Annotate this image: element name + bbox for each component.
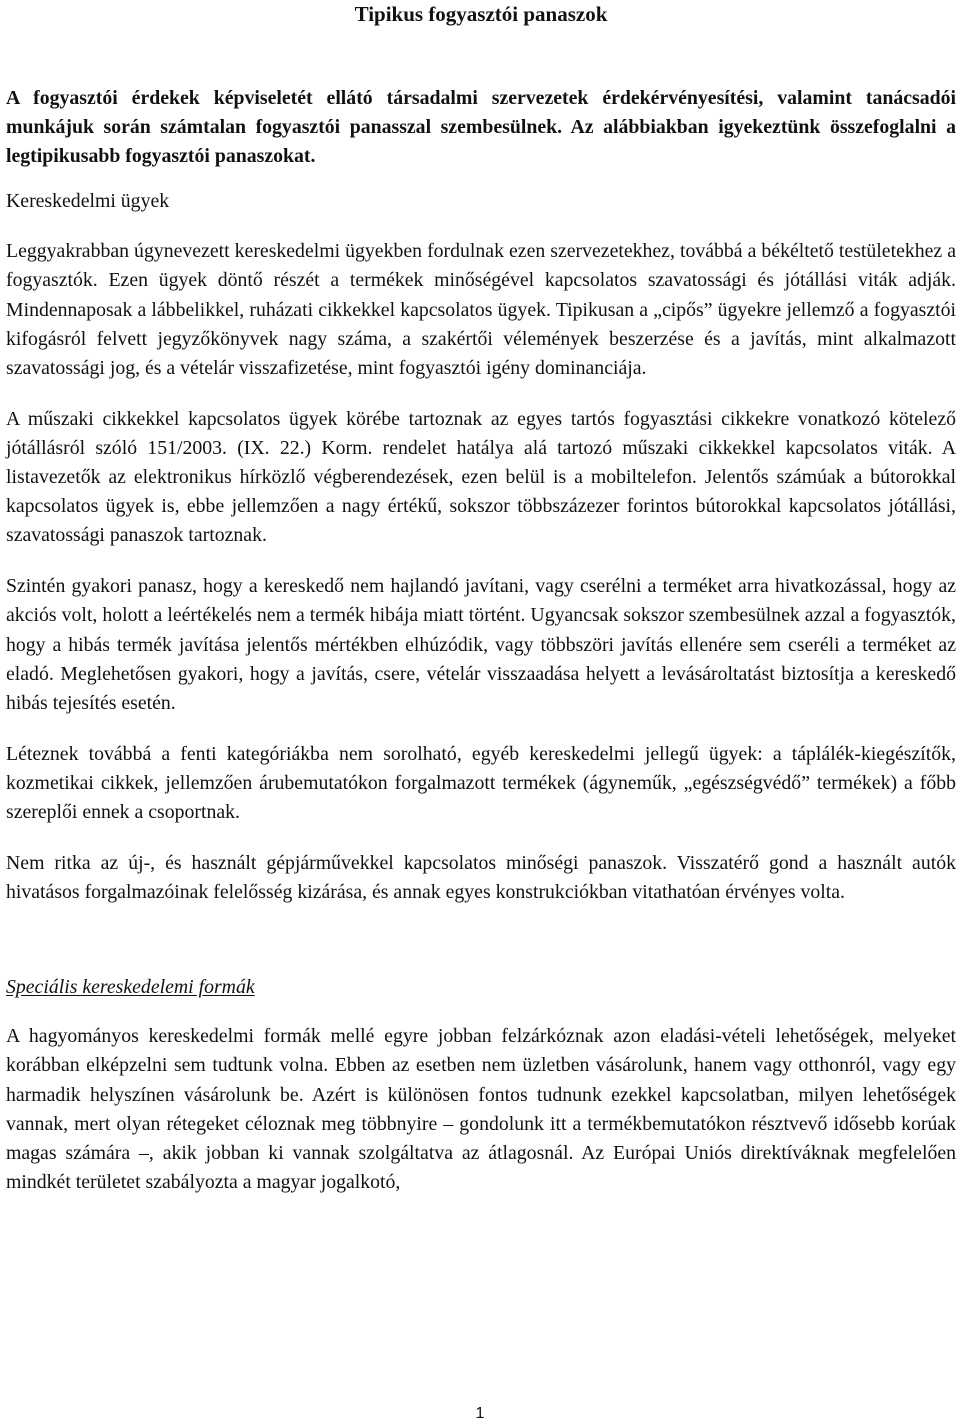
paragraph-leggyakrabban: Leggyakrabban úgynevezett kereskedelmi ügyekben fordulnak ezen szervezetekhez, továbbá a békéltető testületekhez a fogyasztók. Ezen ügyek döntő részét a termékek minőségével kapcsolatos szavatossági és jótállási viták adják. Mindennaposak a lábbelikkel, ruházati cikkekkel kapcsolatos ügyek. Tipikusan a „cipős” ügyekre jellemző a fogyasztói kifogásról felvett jegyzőkönyvek nagy száma, a szakértői vélemények beszerzése és a javítás, mint alkalmazott szavatossági jog, és a vételár visszafizetése, mint fogyasztói igény dominanciája. <box>6 240 956 379</box>
paragraph-muszaki-cikkek: A műszaki cikkekkel kapcsolatos ügyek körébe tartoznak az egyes tartós fogyasztási cikkekre vonatkozó kötelező jótállásról szóló 151/2003. (IX. 22.) Korm. rendelet hatálya alá tartozó műszaki cikkekkel kapcsolatos viták. A listavezetők az elektronikus hírközlő végberendezések, ezen belül is a mobiltelefon. Jelentős számúak a bútorokkal kapcsolatos ügyek is, ebbe jellemzően a nagy értékű, sokszor többszázezer forintos bútorokkal kapcsolatos jótállási, szavatossági panaszok tartoznak. <box>6 407 956 547</box>
document-page <box>6 0 956 1197</box>
paragraph-hagyomanyos-formak: A hagyományos kereskedelmi formák mellé egyre jobban felzárkóznak azon eladási-vételi lehetőségek, melyeket korábban elképzelni sem tudtunk volna. Ebben az esetben nem üzletben vásárolunk, hanem vagy otthonról, vagy egy harmadik helyszínen vásárolunk be. Azért is különösen fontos tudnunk ezekkel kapcsolatban, milyen lehetőségek vannak, mert olyan rétegeket céloznak meg többnyire – gondolunk itt a termékbemutatókon résztvevő idősebb korúak magas számára –, akik jobban ki vannak szolgáltatva az átlagosnál. Az Európai Uniós direktíváknak megfelelően mindkét területet szabályozta a magyar jogalkotó, <box>6 1025 956 1193</box>
paragraph-szinten-gyakori: Szintén gyakori panasz, hogy a kereskedő nem hajlandó javítani, vagy cserélni a terméket arra hivatkozással, hogy az akciós volt, holott a leértékelés nem a termék hibája miatt történt. Ugyancsak sokszor szembesülnek azzal a fogyasztók, hogy a hibás termék javítása jelentős mértékben elhúzódik, vagy többszöri javítás ellenére sem cseréli a terméket az eladó. Meglehetősen gyakori, hogy a javítás, csere, vételár visszaadása helyett a levásároltatást biztosítja a kereskedő hibás tejesítés esetén. <box>6 575 956 714</box>
section-heading-specialis-formak: Speciális kereskedelemi formák <box>6 976 255 999</box>
intro-paragraph: A fogyasztói érdekek képviseletét ellátó társadalmi szervezetek érdekérvényesítési, valamint tanácsadói munkájuk során számtalan fogyasztói panasszal szembesülnek. Az alábbiakban igyekeztünk összefoglalni a legtipikusabb fogyasztói panaszokat. <box>6 87 956 168</box>
paragraph-leteznek-tovabba: Léteznek továbbá a fenti kategóriákba nem sorolható, egyéb kereskedelmi jellegű ügyek: a táplálék-kiegészítők, kozmetikai cikkek, jellemzően árubemutatókon forgalmazott termékek (ágyneműk, „egészségvédő” termékek) a főbb szereplői ennek a csoportnak. <box>6 742 956 823</box>
section-heading-kereskedelmi-ugyek: Kereskedelmi ügyek <box>6 190 170 213</box>
paragraph-gepjarmuvek: Nem ritka az új-, és használt gépjárművekkel kapcsolatos minőségi panaszok. Visszatérő gond a használt autók hivatásos forgalmazóinak felelősség kizárása, és annak egyes konstrukciókban vitathatóan érvényes volta. <box>6 852 956 904</box>
page-number: 1 <box>475 1405 485 1422</box>
document-title: Tipikus fogyasztói panaszok <box>354 2 608 26</box>
